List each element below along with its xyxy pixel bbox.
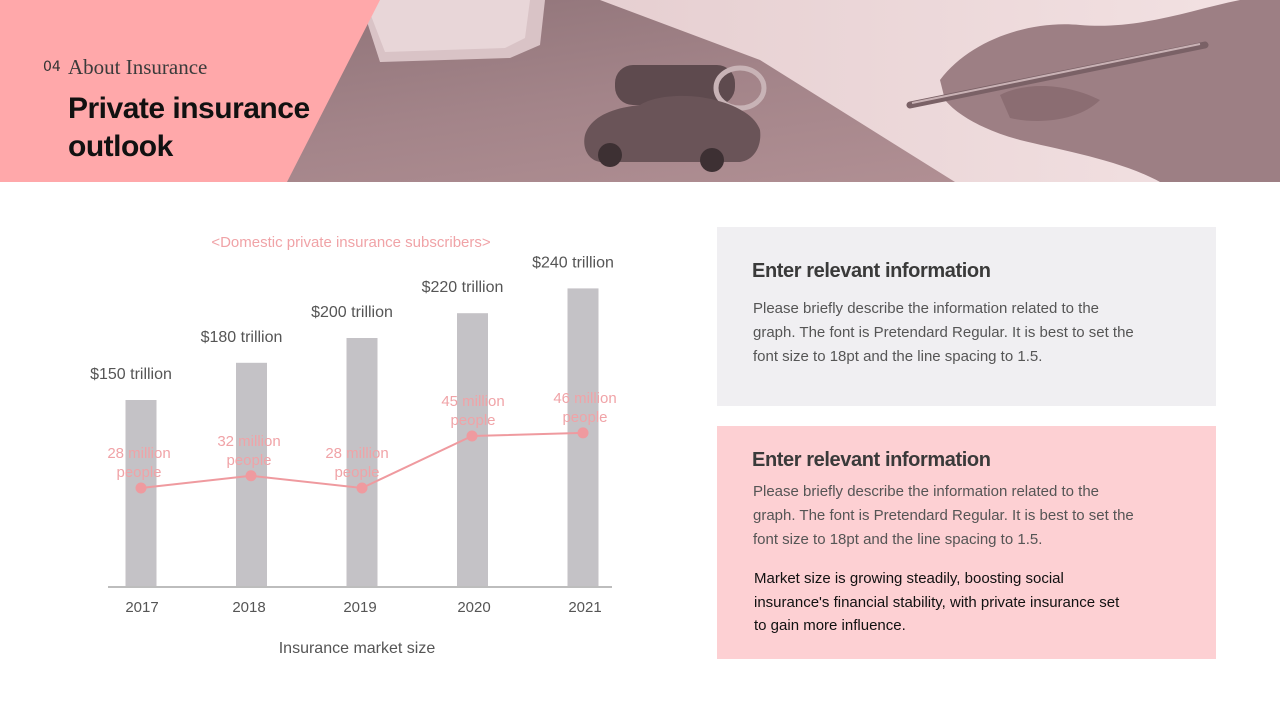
subscriber-label: people bbox=[116, 464, 162, 481]
subscriber-label: 28 million bbox=[107, 445, 171, 462]
subscriber-point bbox=[246, 470, 257, 481]
subscriber-label: 28 million bbox=[325, 445, 389, 462]
info-box-description-line: graph. The font is Pretendard Regular. It is best to set the bbox=[753, 507, 1134, 524]
info-box-description-line: graph. The font is Pretendard Regular. It is best to set the bbox=[753, 324, 1134, 341]
bar-value-label: $200 trillion bbox=[311, 304, 393, 321]
bar-value-label: $220 trillion bbox=[421, 279, 504, 297]
section-number: 04 bbox=[43, 59, 61, 75]
subscriber-label: 46 million bbox=[553, 389, 617, 407]
header-banner bbox=[0, 0, 1280, 182]
bar-value-label: $180 trillion bbox=[200, 328, 283, 346]
subscriber-label: 32 million bbox=[217, 432, 281, 450]
subscriber-point bbox=[357, 483, 368, 494]
x-axis-title: Insurance market size bbox=[278, 640, 436, 657]
subscriber-point bbox=[578, 427, 589, 438]
info-box-pink bbox=[717, 426, 1216, 659]
subscriber-label: 45 million bbox=[441, 392, 505, 410]
subscriber-label: people bbox=[226, 451, 272, 469]
subscriber-point bbox=[467, 430, 478, 441]
chart-canvas bbox=[60, 220, 660, 680]
info-box-title: Enter relevant information bbox=[752, 260, 991, 282]
info-box-summary bbox=[752, 567, 1176, 638]
subscriber-label: people bbox=[562, 408, 608, 426]
subscriber-label: people bbox=[450, 411, 496, 429]
bar bbox=[457, 313, 488, 586]
info-box-summary-line: to gain more influence. bbox=[754, 617, 906, 634]
info-box-description bbox=[752, 297, 1176, 369]
x-tick-label: 2021 bbox=[568, 599, 602, 616]
bar-value-label: $240 trillion bbox=[532, 254, 614, 272]
page-title: Private insurance outlook bbox=[68, 92, 310, 163]
info-box-summary-line: Market size is growing steadily, boosting social bbox=[754, 570, 1064, 587]
subscriber-point bbox=[136, 483, 147, 494]
x-tick-label: 2018 bbox=[232, 599, 266, 616]
x-tick-label: 2019 bbox=[343, 599, 377, 616]
bar-value-label: $150 trillion bbox=[90, 366, 172, 383]
section-label: About Insurance bbox=[68, 55, 208, 79]
x-tick-label: 2020 bbox=[457, 599, 491, 616]
info-box-gray bbox=[717, 227, 1216, 406]
info-box-description-line: Please briefly describe the information related to the bbox=[753, 300, 1100, 317]
subscriber-label: people bbox=[334, 464, 380, 481]
info-box-summary-line: insurance's financial stability, with private insurance set bbox=[754, 593, 1120, 611]
info-box-description-line: Please briefly describe the information related to the bbox=[753, 483, 1100, 500]
x-tick-label: 2017 bbox=[125, 599, 159, 616]
info-box-description-line: font size to 18pt and the line spacing to 1.5. bbox=[753, 348, 1043, 365]
info-box-title: Enter relevant information bbox=[752, 449, 991, 471]
info-box-description bbox=[752, 480, 1176, 552]
chart-title: <Domestic private insurance subscribers> bbox=[211, 234, 491, 251]
insurance-chart bbox=[60, 220, 660, 680]
bar bbox=[347, 338, 378, 586]
info-box-description-line: font size to 18pt and the line spacing to 1.5. bbox=[753, 531, 1043, 548]
